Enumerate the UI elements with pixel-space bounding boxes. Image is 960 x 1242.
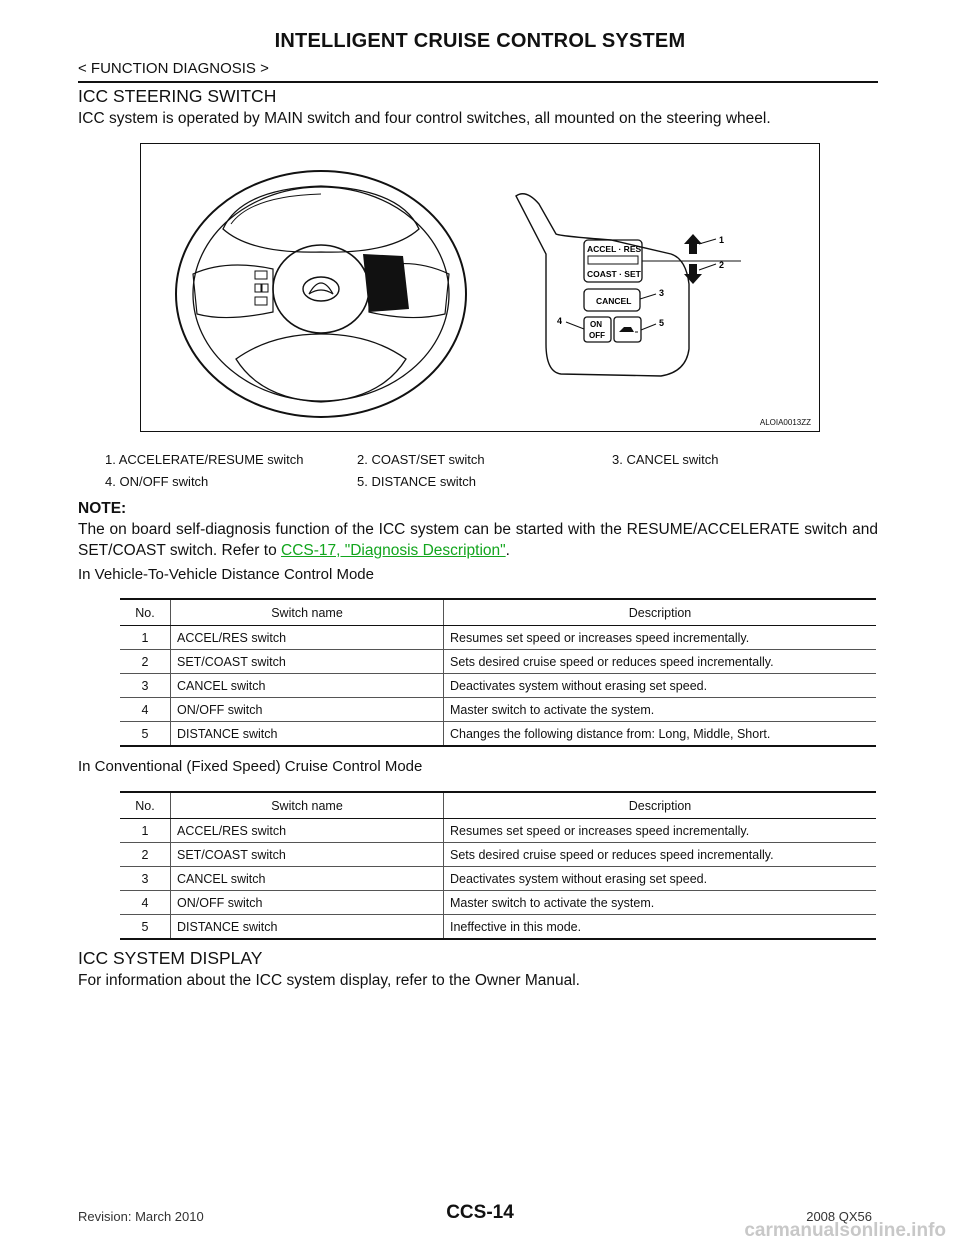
conventional-mode-table [120,791,876,940]
table-row [120,819,876,843]
table-header-row [120,599,876,626]
callout-2: 2 [719,260,725,270]
diagnosis-description-link[interactable]: CCS-17, "Diagnosis Description" [281,542,506,559]
car-distance-icon [619,327,634,332]
row-description: Master switch to activate the system. [444,698,877,722]
header-description: Description [444,599,877,626]
row-description: Ineffective in this mode. [444,915,877,940]
row-no: 2 [120,650,171,674]
section-title-steering-switch: ICC STEERING SWITCH [78,86,277,106]
table-row [120,722,876,747]
legend-item-5: 5. DISTANCE switch [357,474,476,489]
header-no: No. [120,599,171,626]
note-body: The on board self-diagnosis function of the ICC system can be started with the RESUME/ACCELERATE switch and SET/COAST switch. Refer to [78,521,878,559]
table-header-row [120,792,876,819]
page-title: INTELLIGENT CRUISE CONTROL SYSTEM [274,30,686,52]
row-switch-name: ON/OFF switch [171,698,444,722]
note-text [78,519,878,561]
legend-item-1: 1. ACCELERATE/RESUME switch [105,452,304,467]
row-switch-name: ACCEL/RES switch [171,626,444,650]
row-description: Master switch to activate the system. [444,891,877,915]
mode-label-conventional: In Conventional (Fixed Speed) Cruise Control Mode [78,758,423,775]
legend-item-4: 4. ON/OFF switch [105,474,209,489]
note-label: NOTE: [78,500,127,517]
arrow-down-icon [684,264,702,284]
row-description: Deactivates system without erasing set speed. [444,867,877,891]
steering-switch-figure [140,143,820,432]
callout-3: 3 [659,288,665,298]
footer-revision: Revision: March 2010 [78,1209,204,1224]
row-description: Changes the following distance from: Long, Middle, Short. [444,722,877,747]
row-no: 5 [120,722,171,747]
callout-1: 1 [719,235,725,245]
distance-control-mode-table [120,598,876,747]
row-description: Resumes set speed or increases speed incrementally. [444,819,877,843]
section-title-system-display: ICC SYSTEM DISPLAY [78,948,263,968]
steering-switch-intro: ICC system is operated by MAIN switch and four control switches, all mounted on the steering wheel. [78,110,771,127]
note-end: . [505,542,510,559]
table-row [120,674,876,698]
system-display-text: For information about the ICC system display, refer to the Owner Manual. [78,972,580,989]
row-switch-name: CANCEL switch [171,674,444,698]
table-row [120,698,876,722]
table-row [120,626,876,650]
header-switch-name: Switch name [171,792,444,819]
table-row [120,650,876,674]
header-divider [78,81,878,83]
row-switch-name: SET/COAST switch [171,843,444,867]
callout-4: 4 [557,316,563,326]
table-row [120,867,876,891]
legend-item-2: 2. COAST/SET switch [357,452,485,467]
row-no: 2 [120,843,171,867]
cancel-switch-label: CANCEL [596,296,632,306]
accel-res-switch-label: ACCEL · RES [587,244,642,254]
legend-item-3: 3. CANCEL switch [612,452,719,467]
row-switch-name: ACCEL/RES switch [171,819,444,843]
row-description: Resumes set speed or increases speed incrementally. [444,626,877,650]
row-switch-name: DISTANCE switch [171,915,444,940]
row-switch-name: DISTANCE switch [171,722,444,747]
table-row [120,915,876,940]
row-description: Sets desired cruise speed or reduces speed incrementally. [444,843,877,867]
breadcrumb: < FUNCTION DIAGNOSIS > [78,60,269,77]
row-description: Sets desired cruise speed or reduces speed incrementally. [444,650,877,674]
row-no: 1 [120,626,171,650]
header-no: No. [120,792,171,819]
figure-id: ALOIA0013ZZ [759,418,811,427]
row-no: 4 [120,698,171,722]
row-switch-name: CANCEL switch [171,867,444,891]
table-row [120,843,876,867]
row-no: 3 [120,867,171,891]
steering-wheel-illustration [141,144,819,431]
row-description: Deactivates system without erasing set speed. [444,674,877,698]
watermark: carmanualsonline.info [744,1220,946,1241]
footer-model: 2008 QX56 [806,1209,872,1224]
table-row [120,891,876,915]
row-switch-name: SET/COAST switch [171,650,444,674]
row-no: 5 [120,915,171,940]
coast-set-switch-label: COAST · SET [587,269,641,279]
row-no: 1 [120,819,171,843]
callout-5: 5 [659,318,665,328]
header-description: Description [444,792,877,819]
row-switch-name: ON/OFF switch [171,891,444,915]
row-no: 3 [120,674,171,698]
mode-label-distance-control: In Vehicle-To-Vehicle Distance Control Mode [78,566,374,583]
on-switch-label: ON [590,320,602,329]
row-no: 4 [120,891,171,915]
off-switch-label: OFF [589,331,605,340]
footer-page-number: CCS-14 [446,1202,514,1223]
header-switch-name: Switch name [171,599,444,626]
